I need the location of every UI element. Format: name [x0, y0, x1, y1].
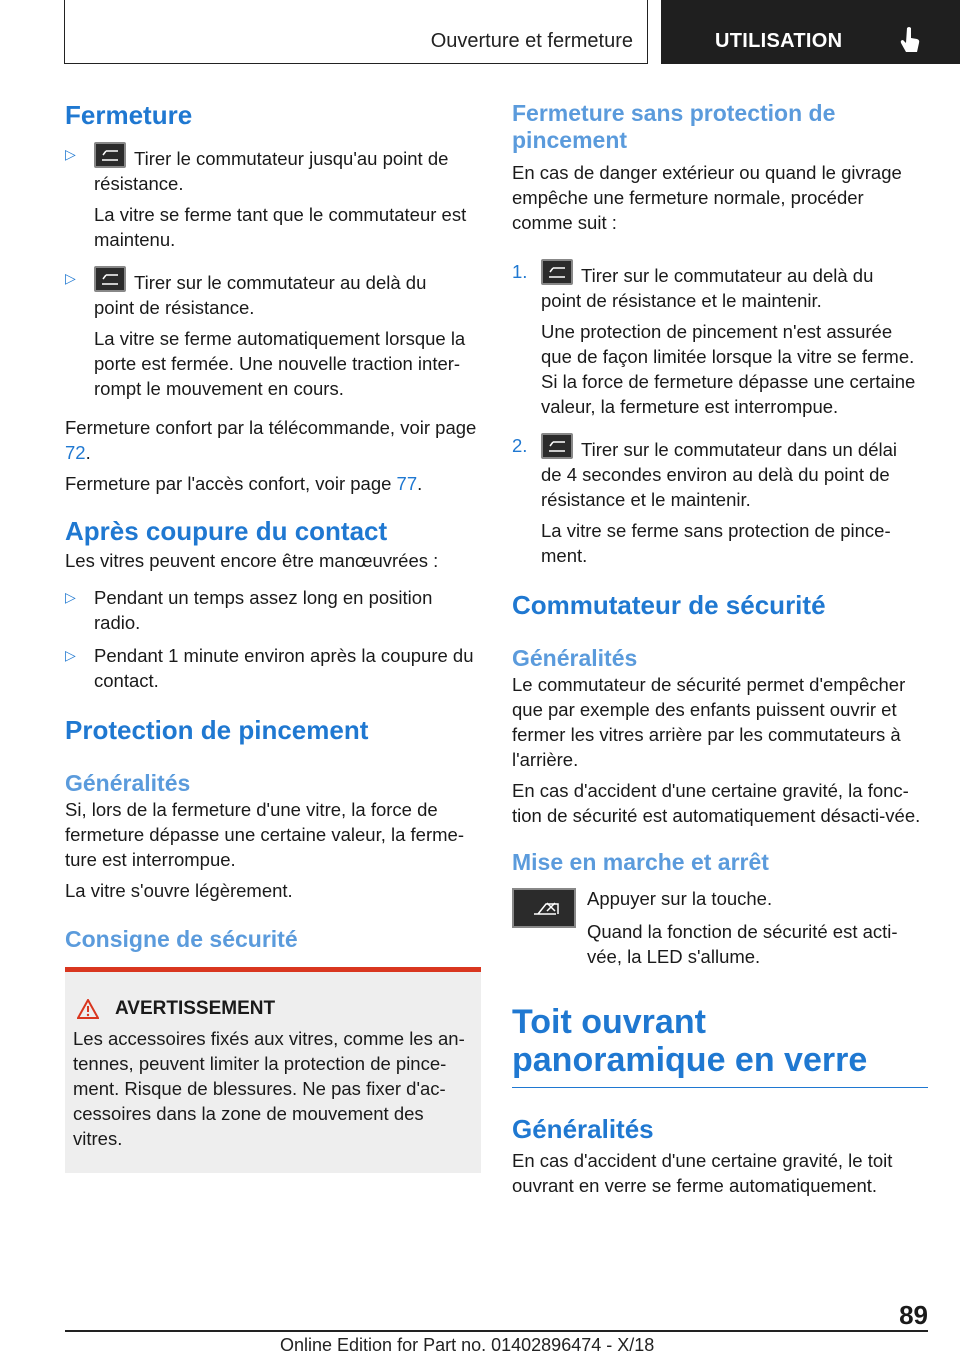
step1-sub: Une protection de pincement n'est assurée que de façon limitée lorsque la vitre se ferme. Si la force de fermeture dépasse une certaine valeur, la fermeture est interrompue.: [541, 321, 916, 417]
apres-item1: Pendant un temps assez long en position radio.: [94, 587, 433, 633]
item2-sub: La vitre se ferme automatiquement lorsque la porte est fermée. Une nouvelle traction inter-rompt le mouvement en cours.: [94, 328, 466, 399]
page-number: 89: [899, 1300, 928, 1330]
step-number: 1.: [512, 261, 528, 282]
acces-paragraph: Fermeture par l'accès confort, voir page 77.: [65, 473, 423, 494]
section-title-apres: Après coupure du contact: [65, 516, 388, 546]
confort-paragraph: Fermeture confort par la télécommande, voir page 72.: [65, 417, 477, 463]
step2-line1: Tirer sur le commutateur dans un délai: [581, 439, 898, 460]
header-section-title: Ouverture et fermeture: [430, 30, 633, 52]
footer-edition: Online Edition for Part no. 01402896474 - X/18: [280, 1335, 655, 1355]
footer-divider: [65, 1330, 928, 1332]
bullet-triangle-icon: ▷: [65, 146, 76, 162]
page-link-72[interactable]: 72: [65, 442, 86, 463]
commutateur-text1: Le commutateur de sécurité permet d'empêcher que par exemple des enfants puissent ouvrir et fermer les vitres arrière par les commutateurs à l'arrière.: [512, 674, 906, 770]
acces-text: Fermeture par l'accès confort, voir page: [65, 473, 397, 494]
subsection-title-consigne: Consigne de sécurité: [65, 926, 298, 952]
protection-text1: Si, lors de la fermeture d'une vitre, la force de fermeture dépasse une certaine valeur, la ferme-ture est interrompue.: [65, 799, 464, 870]
commutateur-text2: En cas d'accident d'une certaine gravité, la fonc-tion de sécurité est automatiquement désacti-vée.: [512, 780, 921, 826]
step2-line2: de 4 secondes environ au delà du point de résistance et le maintenir.: [541, 464, 890, 510]
subsection-title-generalites: Généralités: [65, 770, 191, 796]
window-switch-icon: [94, 266, 126, 292]
list-item: [65, 266, 481, 401]
subsection-title-toit-generalites: Généralités: [512, 1114, 654, 1144]
list-item: [65, 585, 481, 635]
bullet-triangle-icon: ▷: [65, 589, 76, 605]
step1-line1: Tirer sur le commutateur au delà du: [581, 265, 874, 286]
item2-line1: Tirer sur le commutateur au delà du: [134, 272, 427, 293]
apres-text: Les vitres peuvent encore être manœuvrées :: [65, 550, 439, 571]
toit-text: En cas d'accident d'une certaine gravité, le toit ouvrant en verre se ferme automatiquement.: [512, 1150, 893, 1196]
section-title-fermeture: Fermeture: [65, 100, 193, 130]
warning-text: Les accessoires fixés aux vitres, comme les an-tennes, peuvent limiter la protection de pince-ment. Risque de blessures. Ne pas fixer d'ac-cessoires dans la zone de mouvement des vitres.: [73, 1028, 465, 1149]
safety-switch-button-icon: [512, 888, 576, 928]
bullet-triangle-icon: ▷: [65, 270, 76, 286]
section-title-sans-protection: Fermeture sans protection de pincement: [512, 100, 836, 153]
confort-text: Fermeture confort par la télécommande, voir page: [65, 417, 477, 438]
item1-line1: Tirer le commutateur jusqu'au point de: [134, 148, 449, 169]
list-item: [65, 643, 481, 693]
item1-sub: La vitre se ferme tant que le commutateur est maintenu.: [94, 204, 467, 250]
header-chapter-box: [661, 0, 960, 64]
marche-block: [512, 886, 928, 969]
item1-line2: résistance.: [94, 173, 184, 194]
list-item: [512, 259, 928, 419]
bullet-triangle-icon: ▷: [65, 647, 76, 663]
step-number: 2.: [512, 435, 528, 456]
step1-line2: point de résistance et le maintenir.: [541, 290, 822, 311]
window-switch-icon: [541, 259, 573, 285]
marche-text2: Quand la fonction de sécurité est acti-vée, la LED s'allume.: [587, 921, 898, 967]
warning-header: [73, 998, 473, 1020]
list-item: [65, 142, 481, 252]
warning-box: [65, 967, 481, 1173]
subsection-title-generalites-right: Généralités: [512, 645, 638, 671]
section-title-toit: Toit ouvrant panoramique en verre: [512, 1003, 928, 1088]
header-chapter-title: UTILISATION: [715, 30, 843, 52]
window-switch-icon: [94, 142, 126, 168]
page-link-77[interactable]: 77: [396, 473, 418, 494]
apres-item2: Pendant 1 minute environ après la coupure du contact.: [94, 645, 474, 691]
sans-protection-text: En cas de danger extérieur ou quand le givrage empêche une fermeture normale, procéder comme suit :: [512, 162, 902, 233]
step2-sub: La vitre se ferme sans protection de pince-ment.: [541, 520, 891, 566]
warning-triangle-icon: [77, 999, 99, 1019]
right-column: [512, 100, 928, 1204]
window-switch-icon: [541, 433, 573, 459]
left-column: [65, 100, 481, 1173]
hand-pointer-icon: [899, 26, 921, 54]
header-section-box: [64, 0, 648, 64]
subsection-title-marche: Mise en marche et arrêt: [512, 849, 769, 875]
item2-line2: point de résistance.: [94, 297, 255, 318]
protection-text2: La vitre s'ouvre légèrement.: [65, 880, 293, 901]
warning-label: AVERTISSEMENT: [115, 998, 276, 1019]
list-item: [512, 433, 928, 568]
marche-text1: Appuyer sur la touche.: [587, 888, 773, 909]
section-title-protection: Protection de pincement: [65, 715, 369, 745]
section-title-commutateur: Commutateur de sécurité: [512, 590, 826, 620]
